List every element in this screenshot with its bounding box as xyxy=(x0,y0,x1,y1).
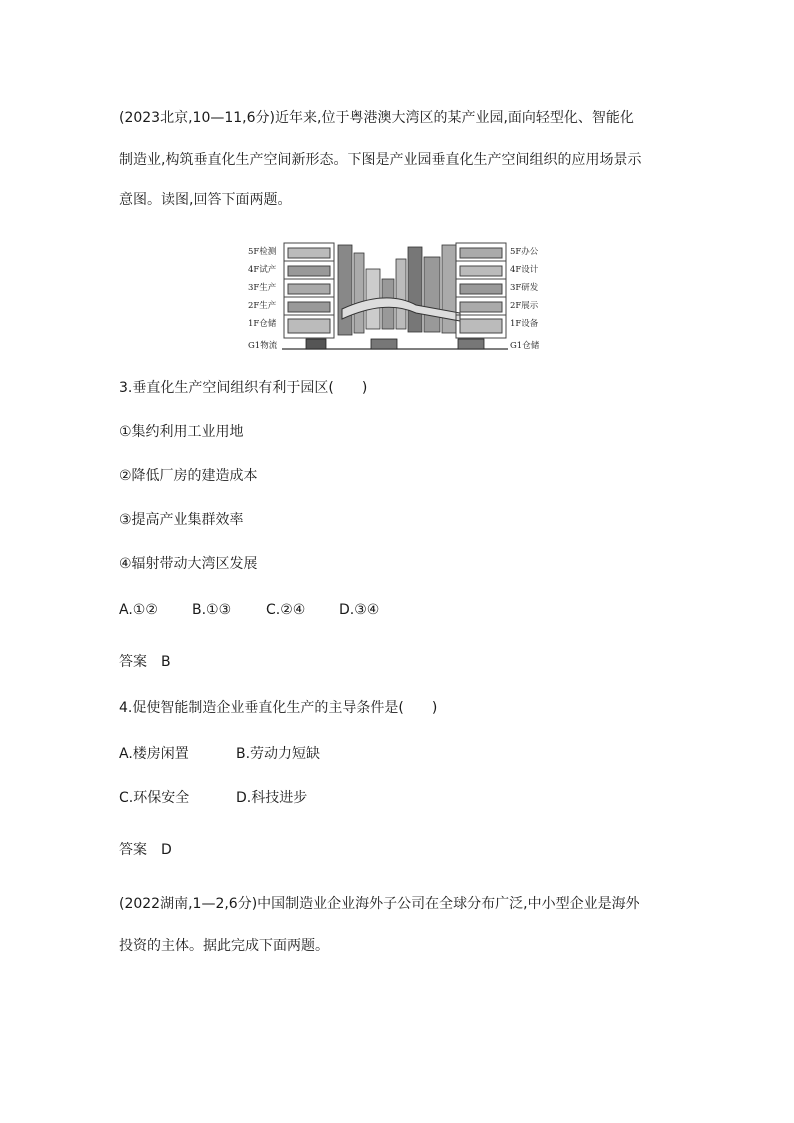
q3-options xyxy=(119,600,379,620)
q4-options-row2 xyxy=(119,788,307,808)
q4-stem: 4.促使智能制造企业垂直化生产的主导条件是( ) xyxy=(119,700,438,716)
intro1-line1: (2023北京,10—11,6分)近年来,位于粤港澳大湾区的某产业园,面向轻型化、智能化 xyxy=(119,110,634,126)
right-label-1f: 1F设备 xyxy=(510,319,539,329)
q4-option-a[interactable]: A.楼房闲置 xyxy=(119,746,189,762)
q4-options-row1 xyxy=(119,744,320,764)
q3-stem: 3.垂直化生产空间组织有利于园区( ) xyxy=(119,380,368,396)
left-building xyxy=(284,243,334,338)
q4-option-c[interactable]: C.环保安全 xyxy=(119,790,190,806)
intro2-line2: 投资的主体。据此完成下面两题。 xyxy=(119,938,329,954)
intro1-line2: 制造业,构筑垂直化生产空间新形态。下图是产业园垂直化生产空间组织的应用场景示 xyxy=(119,152,642,168)
q3-item-3: ③提高产业集群效率 xyxy=(119,512,244,528)
q4-option-d[interactable]: D.科技进步 xyxy=(236,790,308,806)
q3-option-d[interactable]: D.③④ xyxy=(339,602,380,618)
q3-item-1: ①集约利用工业用地 xyxy=(119,424,244,440)
vertical-production-space-diagram xyxy=(246,239,548,357)
intro1-line3: 意图。读图,回答下面两题。 xyxy=(119,192,292,208)
q4-option-b[interactable]: B.劳动力短缺 xyxy=(236,746,321,762)
q3-answer: 答案 B xyxy=(119,654,171,670)
left-label-3f: 3F生产 xyxy=(248,283,277,293)
left-label-2f: 2F生产 xyxy=(248,301,277,311)
q4-answer: 答案 D xyxy=(119,842,172,858)
left-label-1f: 1F仓储 xyxy=(248,319,277,329)
q3-item-2: ②降低厂房的建造成本 xyxy=(119,468,258,484)
intro2-line1: (2022湖南,1—2,6分)中国制造业企业海外子公司在全球分布广泛,中小型企业是海外 xyxy=(119,896,640,912)
right-label-g1: G1仓储 xyxy=(510,341,540,351)
right-label-3f: 3F研发 xyxy=(510,283,539,293)
right-label-5f: 5F办公 xyxy=(510,247,539,257)
q3-item-4: ④辐射带动大湾区发展 xyxy=(119,556,258,572)
left-label-5f: 5F检测 xyxy=(248,247,277,257)
q3-option-a[interactable]: A.①② xyxy=(119,602,158,618)
right-building xyxy=(456,243,506,338)
left-label-g1: G1物流 xyxy=(248,341,278,351)
right-label-4f: 4F设计 xyxy=(510,265,539,275)
q3-option-b[interactable]: B.①③ xyxy=(192,602,232,618)
left-label-4f: 4F试产 xyxy=(248,265,277,275)
right-label-2f: 2F展示 xyxy=(510,301,539,311)
q3-option-c[interactable]: C.②④ xyxy=(266,602,306,618)
